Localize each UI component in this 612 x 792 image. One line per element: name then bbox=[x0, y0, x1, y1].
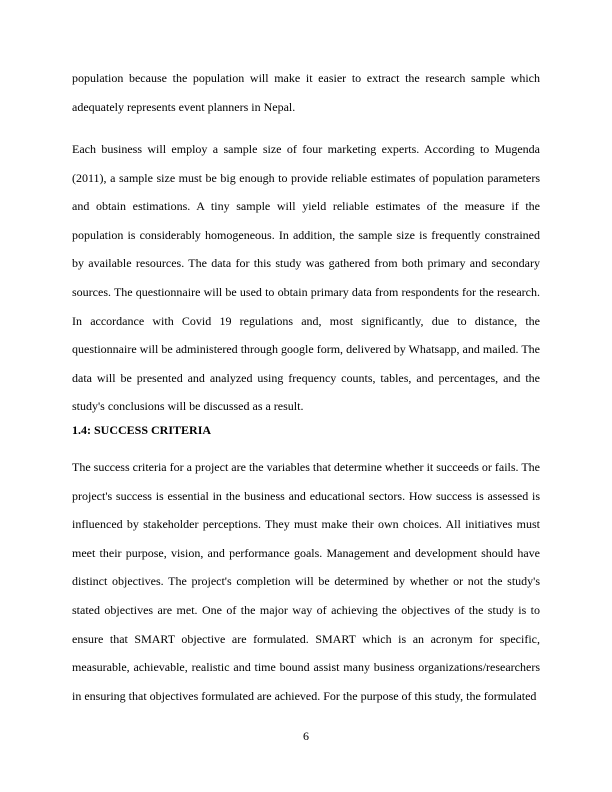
paragraph-sample-size bbox=[72, 135, 540, 421]
paragraph-sampling-population bbox=[72, 64, 540, 121]
paragraph-text: Each business will employ a sample size of four marketing experts. According to Mugenda (2011), a sample size must be big enough to provide reliable estimates of population parameters and obtain estimations. A tiny sample will yield reliable estimates of the measure if the population is considerably homogeneous. In addition, the sample size is frequently constrained by available resources. The data for this study was gathered from both primary and secondary sources. The questionnaire will be used to obtain primary data from respondents for the research. In accordance with Covid 19 regulations and, most significantly, due to distance, the questionnaire will be administered through google form, delivered by Whatsapp, and mailed. The data will be presented and analyzed using frequency counts, tables, and percentages, and the study's conclusions will be discussed as a result. bbox=[72, 142, 540, 414]
paragraph-text: The success criteria for a project are the variables that determine whether it succeeds or fails. The project's success is essential in the business and educational sectors. How success is assessed is influenced by stakeholder perceptions. They must make their own choices. All initiatives must meet their purpose, vision, and performance goals. Management and development should have distinct objectives. The project's completion will be determined by whether or not the study's stated objectives are met. One of the major way of achieving the objectives of the study is to ensure that SMART objective are formulated. SMART which is an acronym for specific, measurable, achievable, realistic and time bound assist many business organizations/researchers in ensuring that objectives formulated are achieved. For the purpose of this study, the formulated bbox=[72, 460, 540, 703]
page-number: 6 bbox=[303, 729, 309, 743]
paragraph-text: population because the population will make it easier to extract the research sample which adequately represents event planners in Nepal. bbox=[72, 71, 540, 114]
paragraph-success-criteria bbox=[72, 453, 540, 710]
section-heading: 1.4: SUCCESS CRITERIA bbox=[72, 423, 212, 437]
